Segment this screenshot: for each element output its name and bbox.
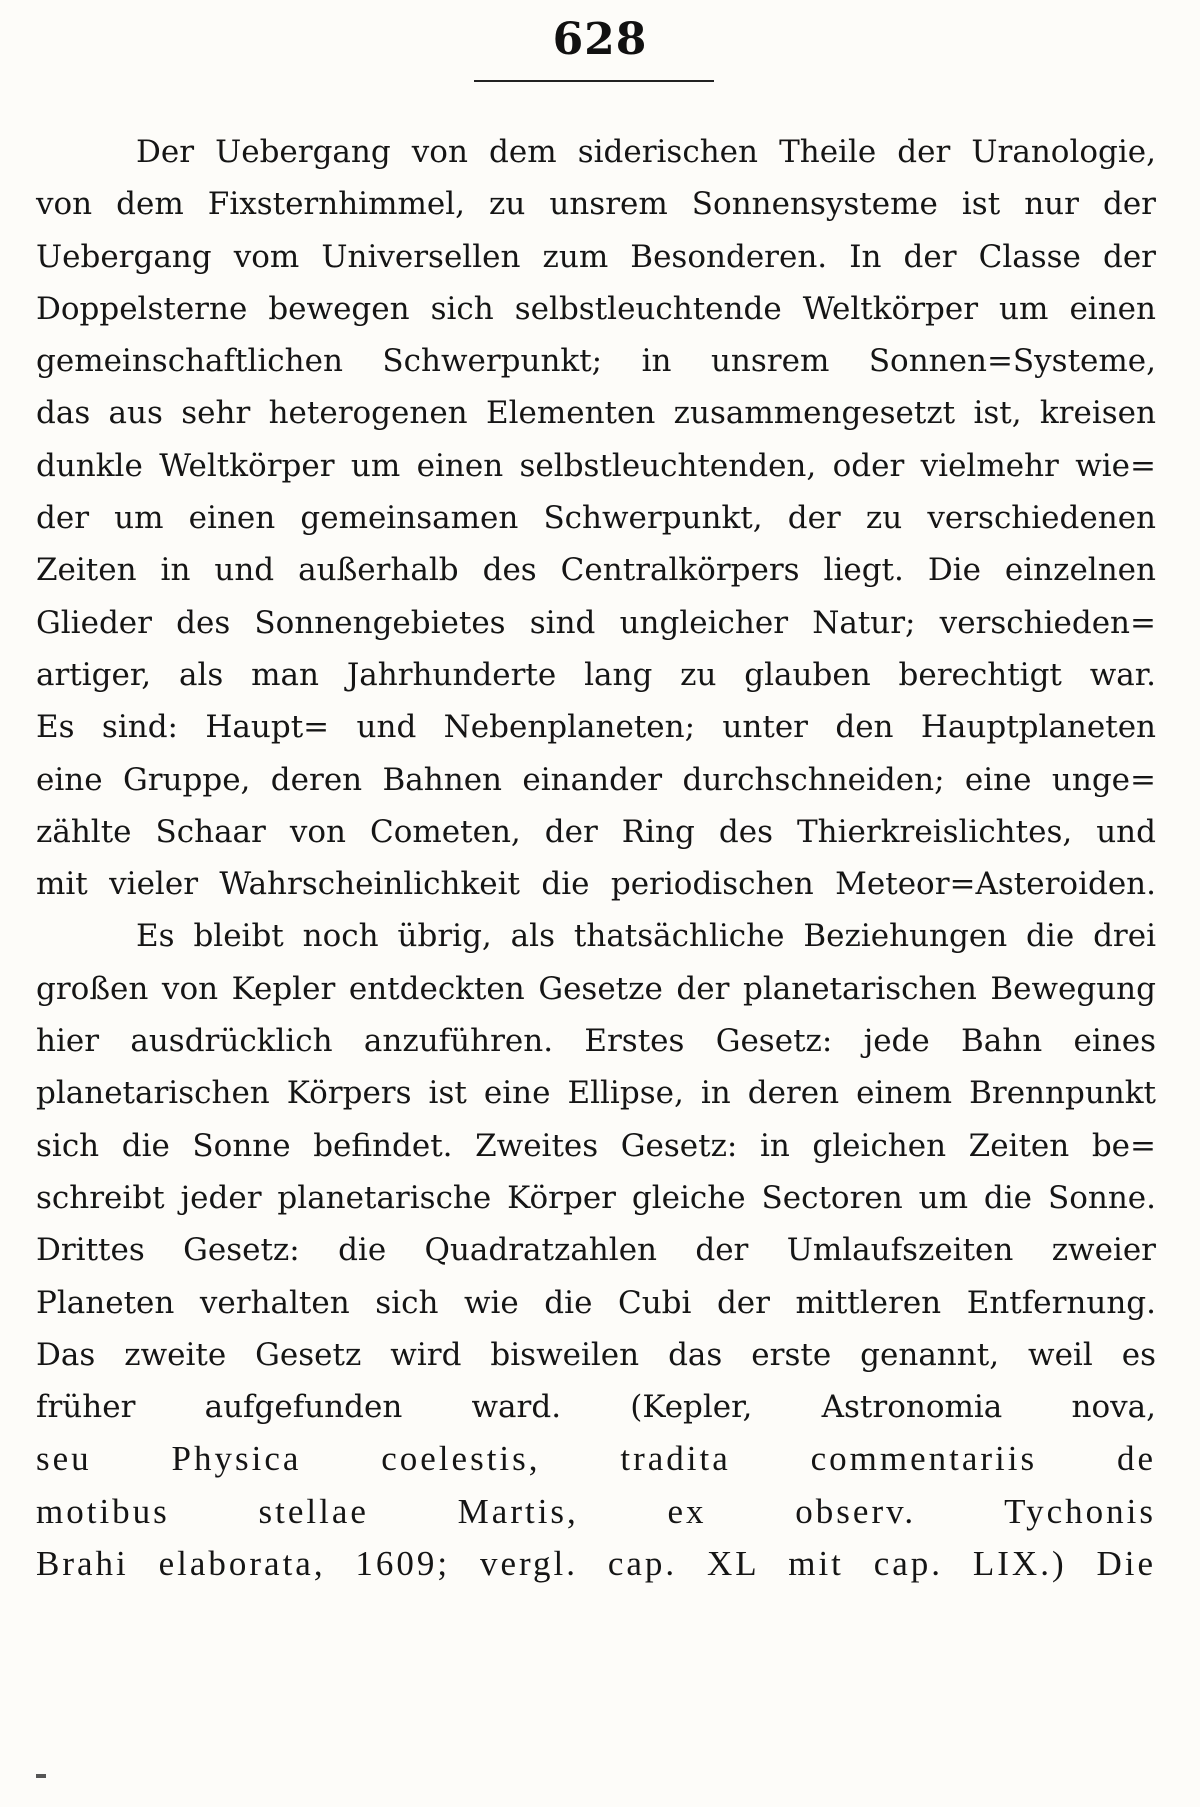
text-line: gemeinschaftlichen Schwerpunkt; in unsrem Sonnen=Systeme, <box>36 343 1156 380</box>
text-line: Zeiten in und außerhalb des Centralkörpers liegt. Die einzelnen <box>36 552 1156 589</box>
header-rule <box>474 80 714 82</box>
text-line: der um einen gemeinsamen Schwerpunkt, der zu verschiedenen <box>36 500 1156 537</box>
body-text <box>36 126 1156 1590</box>
text-line: hier ausdrücklich anzuführen. Erstes Gesetz: jede Bahn eines <box>36 1023 1156 1060</box>
text-line: Doppelsterne bewegen sich selbstleuchtende Weltkörper um einen <box>36 290 1156 327</box>
text-line: schreibt jeder planetarische Körper gleiche Sectoren um die Sonne. <box>36 1179 1156 1216</box>
text-line: früher aufgefunden ward. (Kepler, Astronomia nova, <box>36 1389 1156 1426</box>
text-line: von dem Fixsternhimmel, zu unsrem Sonnensysteme ist nur der <box>36 186 1156 223</box>
text-line: mit vieler Wahrscheinlichkeit die periodischen Meteor=Asteroiden. <box>36 866 1156 903</box>
text-line-latin: Brahi elaborata, 1609; vergl. cap. XL mit cap. LIX.) Die <box>36 1544 1156 1584</box>
text-line: dunkle Weltkörper um einen selbstleuchtenden, oder vielmehr wie= <box>36 447 1156 484</box>
text-line: sich die Sonne befindet. Zweites Gesetz: in gleichen Zeiten be= <box>36 1127 1156 1164</box>
text-line-latin: motibus stellae Martis, ex observ. Tychonis <box>36 1491 1156 1531</box>
text-line: eine Gruppe, deren Bahnen einander durchschneiden; eine unge= <box>36 761 1156 798</box>
text-line: das aus sehr heterogenen Elementen zusammengesetzt ist, kreisen <box>36 395 1156 432</box>
text-line-latin: seu Physica coelestis, tradita commentariis de <box>36 1439 1156 1479</box>
text-line: artiger, als man Jahrhunderte lang zu glauben berechtigt war. <box>36 656 1156 693</box>
print-speck <box>36 1774 46 1778</box>
text-line: Das zweite Gesetz wird bisweilen das erste genannt, weil es <box>36 1336 1156 1373</box>
text-line: Es sind: Haupt= und Nebenplaneten; unter den Hauptplaneten <box>36 709 1156 746</box>
text-line: Uebergang vom Universellen zum Besonderen. In der Classe der <box>36 238 1156 275</box>
text-line: Planeten verhalten sich wie die Cubi der mittleren Entfernung. <box>36 1284 1156 1321</box>
text-line: Glieder des Sonnengebietes sind ungleicher Natur; verschieden= <box>36 604 1156 641</box>
text-line: großen von Kepler entdeckten Gesetze der planetarischen Bewegung <box>36 970 1156 1007</box>
text-line: planetarischen Körpers ist eine Ellipse, in deren einem Brennpunkt <box>36 1075 1156 1112</box>
page-number: 628 <box>552 14 648 65</box>
text-line: Der Uebergang von dem siderischen Theile der Uranologie, <box>136 134 1156 170</box>
text-line: Es bleibt noch übrig, als thatsächliche Beziehungen die drei <box>136 918 1156 955</box>
text-line: Drittes Gesetz: die Quadratzahlen der Umlaufszeiten zweier <box>36 1232 1156 1269</box>
text-line: zählte Schaar von Cometen, der Ring des Thierkreislichtes, und <box>36 813 1156 850</box>
